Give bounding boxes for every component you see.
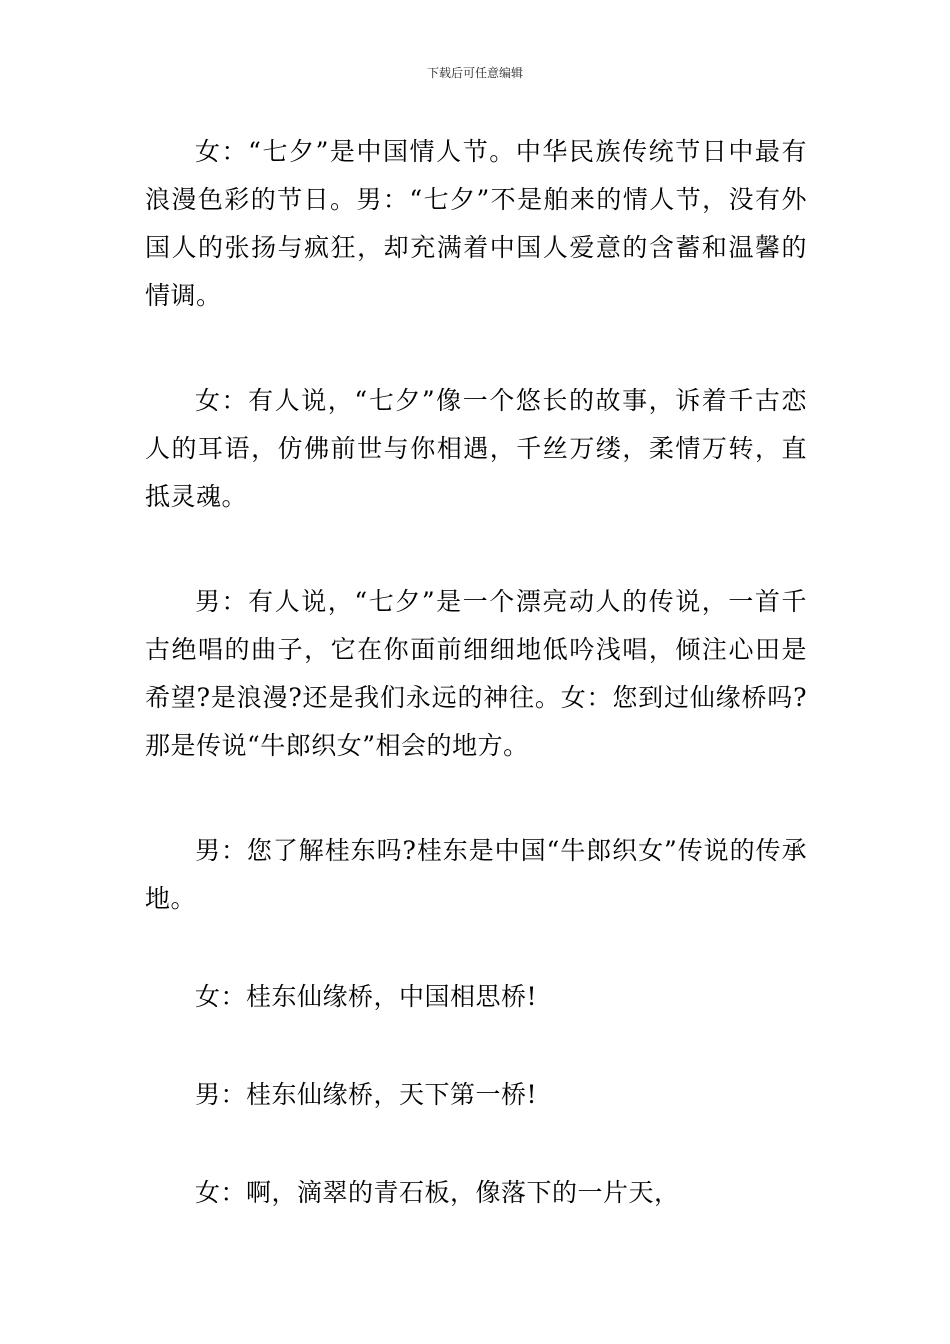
paragraph-2: 女：有人说，“七夕”像一个悠长的故事，诉着千古恋人的耳语，仿佛前世与你相遇，千丝万缕，柔情万转，直抵灵魂。 bbox=[145, 386, 807, 511]
paragraph-3: 男：有人说，“七夕”是一个漂亮动人的传说，一首千古绝唱的曲子，它在你面前细细地低吟浅唱，倾注心田是希望?是浪漫?还是我们永远的神往。女：您到过仙缘桥吗?那是传说“牛郎织女”相会的地方。 bbox=[145, 587, 807, 760]
page-header: 下载后可任意编辑 bbox=[426, 66, 523, 80]
paragraph-7: 女：啊，滴翠的青石板，像落下的一片天， bbox=[195, 1178, 680, 1207]
paragraph-4: 男：您了解桂东吗?桂东是中国“牛郎织女”传说的传承地。 bbox=[145, 836, 807, 913]
paragraph-1: 女：“七夕”是中国情人节。中华民族传统节日中最有浪漫色彩的节日。男：“七夕”不是舶来的情人节，没有外国人的张扬与疯狂，却充满着中国人爱意的含蓄和温馨的情调。 bbox=[145, 137, 807, 310]
paragraph-6: 男：桂东仙缘桥，天下第一桥! bbox=[195, 1080, 538, 1109]
paragraph-5: 女：桂东仙缘桥，中国相思桥! bbox=[195, 982, 538, 1011]
document-body bbox=[145, 128, 807, 1217]
